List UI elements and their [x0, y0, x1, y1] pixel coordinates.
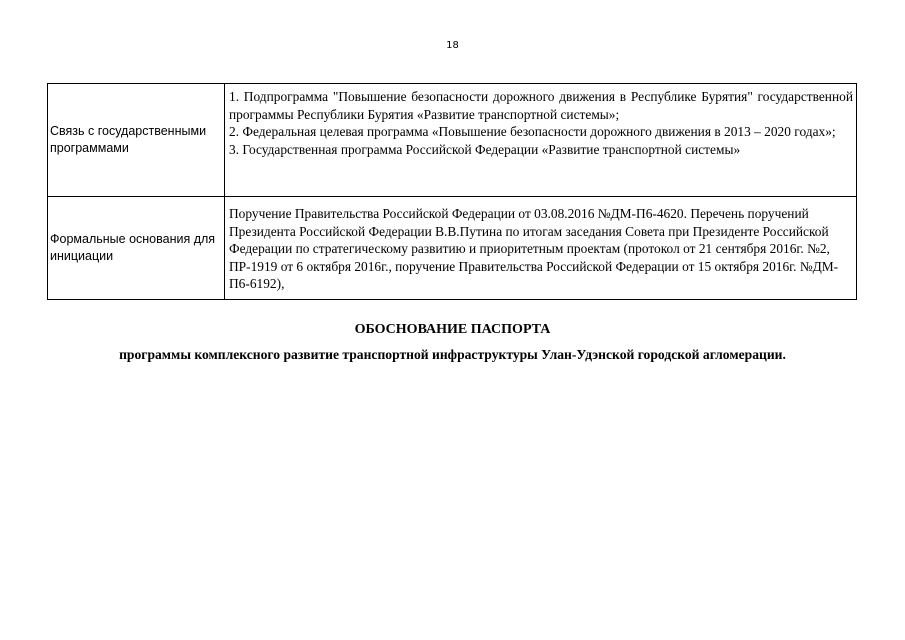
program-item: 1. Подпрограмма "Повышение безопасности дорожного движения в Республике Бурятия" государственной программы Республики Бурятия «Развитие транспортной системы»; — [229, 89, 853, 122]
row-label: Формальные основания для инициации — [48, 197, 225, 300]
page-number: 18 — [446, 40, 459, 51]
program-item: 3. Государственная программа Российской Федерации «Развитие транспортной системы» — [229, 141, 741, 157]
row-value — [225, 84, 857, 197]
table-row — [48, 84, 857, 197]
passport-table — [47, 83, 857, 300]
table-row — [48, 197, 857, 300]
section-heading: ОБОСНОВАНИЕ ПАСПОРТА — [354, 322, 551, 337]
row-label: Связь с государственными программами — [48, 84, 225, 197]
row-value: Поручение Правительства Российской Федерации от 03.08.2016 №ДМ-П6-4620. Перечень поручений Президента Российской Федерации В.В.Путина по итогам заседания Совета при Президенте Российской Федерации по стратегическому развитию и приоритетным проектам (протокол от 21 сентября 2016г. №2, ПР-1919 от 6 октября 2016г., поручение Правительства Российской Федерации от 15 октября 2016г. №ДМ-П6-6192), — [225, 197, 857, 300]
section-subheading: программы комплексного развитие транспортной инфраструктуры Улан-Удэнской городской агломерации. — [119, 347, 786, 362]
program-item: 2. Федеральная целевая программа «Повышение безопасности дорожного движения в 2013 – 2020 годах»; — [229, 124, 836, 139]
